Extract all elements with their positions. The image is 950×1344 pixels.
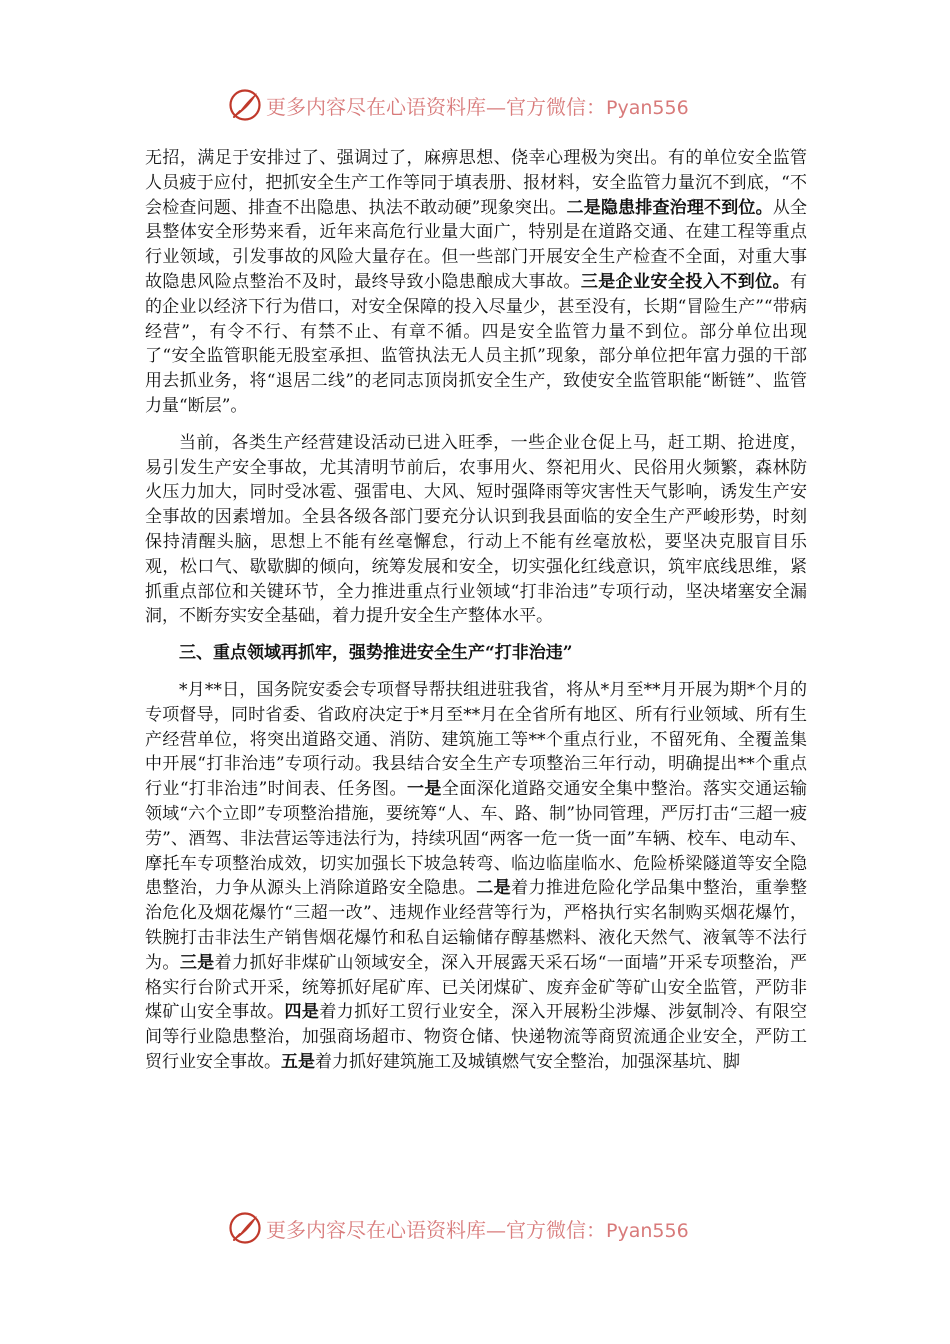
banner-text — [266, 1214, 689, 1243]
text-run: 着力推进危险化学品集中整治，重拳整治危化及烟花爆竹“三超一改”、违规作业经营等行为，严格执行实名制购买烟花爆竹，铁腕打击非法生产销售烟花爆竹和私自运输储存醇基燃料、液化天然气、液氧等不法行为。 — [145, 878, 808, 973]
feather-pen-logo-icon — [228, 1211, 262, 1245]
text-run: 全面深化道路交通安全集中整治。落实交通运输领域“六个立即”专项整治措施，要统筹“人、车、路、制”协同管理，严厉打击“三超一疲劳”、酒驾、非法营运等违法行为，持续巩固“两客一危一货一面”车辆、校车、电动车、摩托车专项整治成效，切实加强长下坡急转弯、临边临崖临水、危险桥梁隧道等安全隐患整治，力争从源头上消除道路安全隐患。 — [145, 779, 808, 899]
bold-run: 二是隐患排查治理不到位。 — [566, 197, 773, 218]
feather-pen-logo-icon — [228, 88, 262, 122]
text-run: 着力抓好工贸行业安全，深入开展粉尘涉爆、涉氨制冷、有限空间等行业隐患整治，加强商场超市、物资仓储、快递物流等商贸流通企业安全，严防工贸行业安全事故。 — [145, 1002, 808, 1072]
bold-run: 五是 — [281, 1051, 315, 1072]
paragraph-1 — [145, 146, 807, 419]
section-heading-3: 三、重点领域再抓牢，强势推进安全生产“打非治违” — [179, 643, 573, 664]
text-run: 无招，满足于安排过了、强调过了，麻痹思想、侥幸心理极为突出。有的单位安全监管人员疲于应付，把抓安全生产工作等同于填表册、报材料，安全监管力量沉不到底，“不会检查问题、排查不出隐患、执法不敢动硬”现象突出。 — [145, 148, 807, 218]
text-run: *月**日，国务院安委会专项督导帮扶组进驻我省，将从*月至**月开展为期*个月的专项督导，同时省委、省政府决定于*月至**月在全省所有地区、所有行业领域、所有生产经营单位，将突出道路交通、消防、建筑施工等**个重点行业，不留死角、全覆盖集中开展“打非治违”专项行动。我县结合安全生产专项整治三年行动，明确提出**个重点行业“打非治违”时间表、任务图。 — [145, 679, 807, 800]
paragraph-3 — [145, 678, 807, 1075]
banner-slogan: 更多内容尽在心语资料库—官方微信： — [266, 94, 606, 119]
text-run: 着力抓好非煤矿山领域安全，深入开展露天采石场“一面墙”开采专项整治，严格实行台阶式开采，统筹抓好尾矿库、已关闭煤矿、废弃金矿等矿山安全监管，严防非煤矿山安全事故。 — [145, 952, 808, 1023]
watermark-banner-bottom — [228, 1211, 728, 1245]
document-body — [145, 146, 807, 1075]
banner-text — [266, 91, 689, 120]
bold-run: 二是 — [476, 878, 512, 899]
bold-run: 一是 — [406, 779, 442, 800]
text-run: 有的企业以经济下行为借口，对安全保障的投入尽量少，甚至没有，长期“冒险生产”“带病经营”，有令不行、有禁不止、有章不循。四是安全监管力量不到位。部分单位出现了“安全监管职能无股室承担、监管执法无人员主抓”现象，部分单位把年富力强的干部用去抓业务，将“退居二线”的老同志顶岗抓安全生产，致使安全监管职能“断链”、监管力量“断层”。 — [145, 271, 808, 416]
text-run: 从全县整体安全形势来看，近年来高危行业量大面广，特别是在道路交通、在建工程等重点行业领域，引发事故的风险大量存在。但一些部门开展安全生产检查不全面，对重大事故隐患风险点整治不及时，最终导致小隐患酿成大事故。 — [145, 197, 808, 292]
text-run: 着力抓好建筑施工及城镇燃气安全整治，加强深基坑、脚 — [315, 1051, 740, 1072]
watermark-banner-top — [228, 88, 728, 122]
banner-wechat-id: Pyan556 — [606, 96, 689, 119]
banner-wechat-id: Pyan556 — [606, 1219, 689, 1242]
bold-run: 四是 — [284, 1002, 320, 1023]
paragraph-2: 当前，各类生产经营建设活动已进入旺季，一些企业仓促上马，赶工期、抢进度，易引发生产安全事故，尤其清明节前后，农事用火、祭祀用火、民俗用火频繁，森林防火压力加大，同时受冰雹、强雷电、大风、短时强降雨等灾害性天气影响，诱发生产安全事故的因素增加。全县各级各部门要充分认识到我县面临的安全生产严峻形势，时刻保持清醒头脑，思想上不能有丝毫懈怠，行动上不能有丝毫放松，要坚决克服盲目乐观，松口气、歇歇脚的倾向，统筹发展和安全，切实强化红线意识，筑牢底线思维，紧抓重点部位和关键环节，全力推进重点行业领域“打非治违”专项行动，坚决堵塞安全漏洞，不断夯实安全基础，着力提升安全生产整体水平。 — [145, 432, 807, 627]
bold-run: 三是企业安全投入不到位。 — [580, 271, 791, 292]
banner-slogan: 更多内容尽在心语资料库—官方微信： — [266, 1217, 606, 1242]
bold-run: 三是 — [179, 952, 215, 973]
